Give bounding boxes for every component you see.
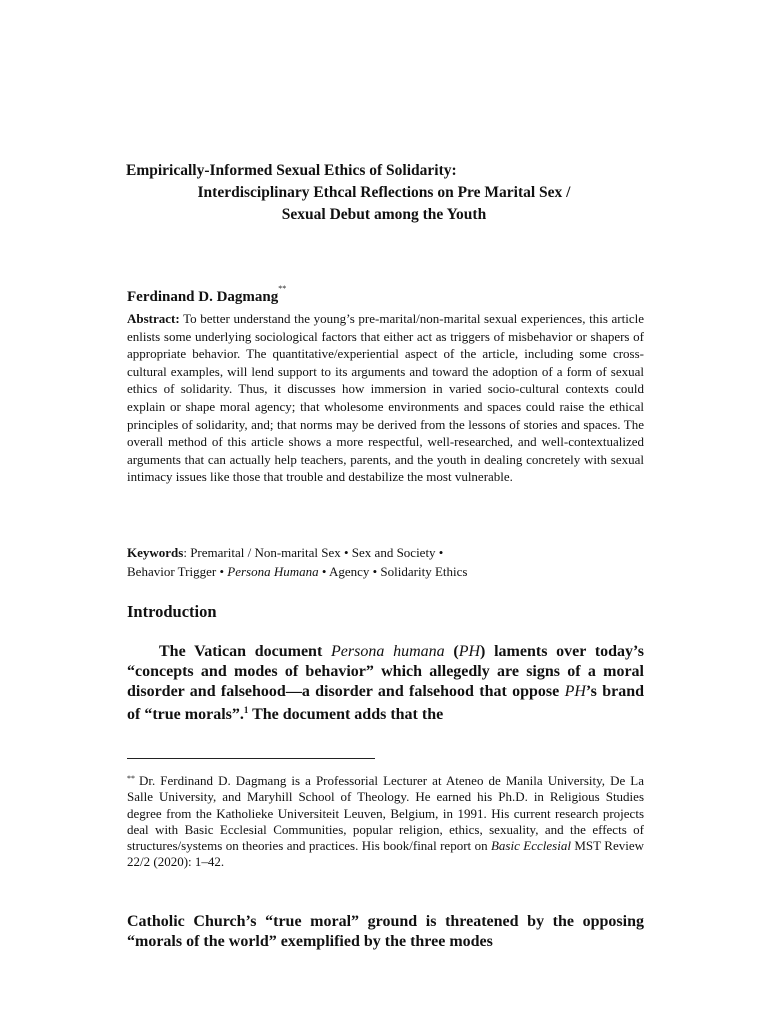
intro-footnote-ref: 1	[243, 705, 249, 716]
keywords-part-3: • Agency • Solidarity Ethics	[318, 564, 468, 579]
intro-doc-title: Persona humana	[331, 643, 445, 660]
intro-text-c: ) laments over today’s “concepts and modes of behavior” which allegedly are signs of a moral disorder and falsehood—a disorder and falsehood that oppose	[127, 643, 645, 700]
footnote-italic: Basic Ecclesial	[490, 838, 571, 854]
footnote-mark: **	[127, 774, 135, 783]
intro-paragraph	[127, 642, 644, 725]
keywords-italic: Persona Humana	[227, 564, 319, 579]
section-heading-introduction: Introduction	[127, 602, 217, 621]
abstract	[127, 310, 644, 486]
footnote	[127, 771, 644, 871]
author-name: Ferdinand D. Dagmang	[127, 289, 279, 305]
paper-title	[100, 160, 668, 226]
title-line-2: Interdisciplinary Ethcal Reflections on Pre Marital Sex /	[197, 184, 571, 201]
keywords-label: Keywords	[127, 545, 184, 560]
abstract-label: Abstract:	[127, 311, 180, 326]
footnote-text-b: MST Review 22/2 (2020): 1–42.	[127, 838, 644, 870]
intro-text-d: ’s brand of “true morals”.	[127, 682, 644, 724]
footnote-divider	[127, 758, 375, 759]
keywords	[127, 543, 644, 581]
keywords-part-2: Behavior Trigger •	[127, 564, 228, 579]
body-paragraph-2: Catholic Church’s “true moral” ground is threatened by the opposing “morals of the world” exemplified by the three modes	[127, 913, 644, 950]
footnote-text-a: Dr. Ferdinand D. Dagmang is a Professorial Lecturer at Ateneo de Manila University, De La Salle University, and Maryhill School of Theology. He earned his Ph.D. in Religious Studies degree from the Katholieke Universiteit Leuven, Belgium, in 1991. His current research projects deal with Basic Ecclesial Communities, popular religion, ethics, sexuality, and the effects of structures/systems on theories and practices. His book/final report on	[127, 773, 644, 854]
title-line-3: Sexual Debut among the Youth	[281, 206, 487, 223]
keywords-part-1: : Premarital / Non-marital Sex • Sex and Society •	[183, 545, 444, 560]
intro-text-a: The Vatican document	[159, 643, 332, 660]
intro-abbr-2: PH	[564, 682, 586, 700]
intro-text-e: The document adds that the	[248, 706, 444, 724]
title-line-1: Empirically-Informed Sexual Ethics of Solidarity:	[126, 162, 457, 179]
author-line	[127, 284, 286, 306]
author-footnote-mark: **	[278, 284, 287, 293]
abstract-text: To better understand the young’s pre-marital/non-marital sexual experiences, this article enlists some underlying sociological factors that either act as triggers of misbehavior or shapers of appropriate behavior. The quantitative/experiential aspect of the article, including some cross-cultural examples, will lend support to its arguments and toward the adoption of a form of sexual ethics of solidarity. Thus, it discusses how immersion in varied socio-cultural contexts could explain or shape moral agency; that wholesome environments and spaces could raise the ethical principles of solidarity, and; that norms may be derived from the lessons of stories and spaces. The overall method of this article shows a more respectful, well-researched, and well-contextualized arguments that can actually help teachers, parents, and the youth in dealing concretely with sexual intimacy issues like those that trouble and destabilize the most vulnerable.	[127, 311, 644, 485]
intro-text-b: (	[444, 643, 459, 660]
intro-abbr: PH	[458, 643, 481, 660]
